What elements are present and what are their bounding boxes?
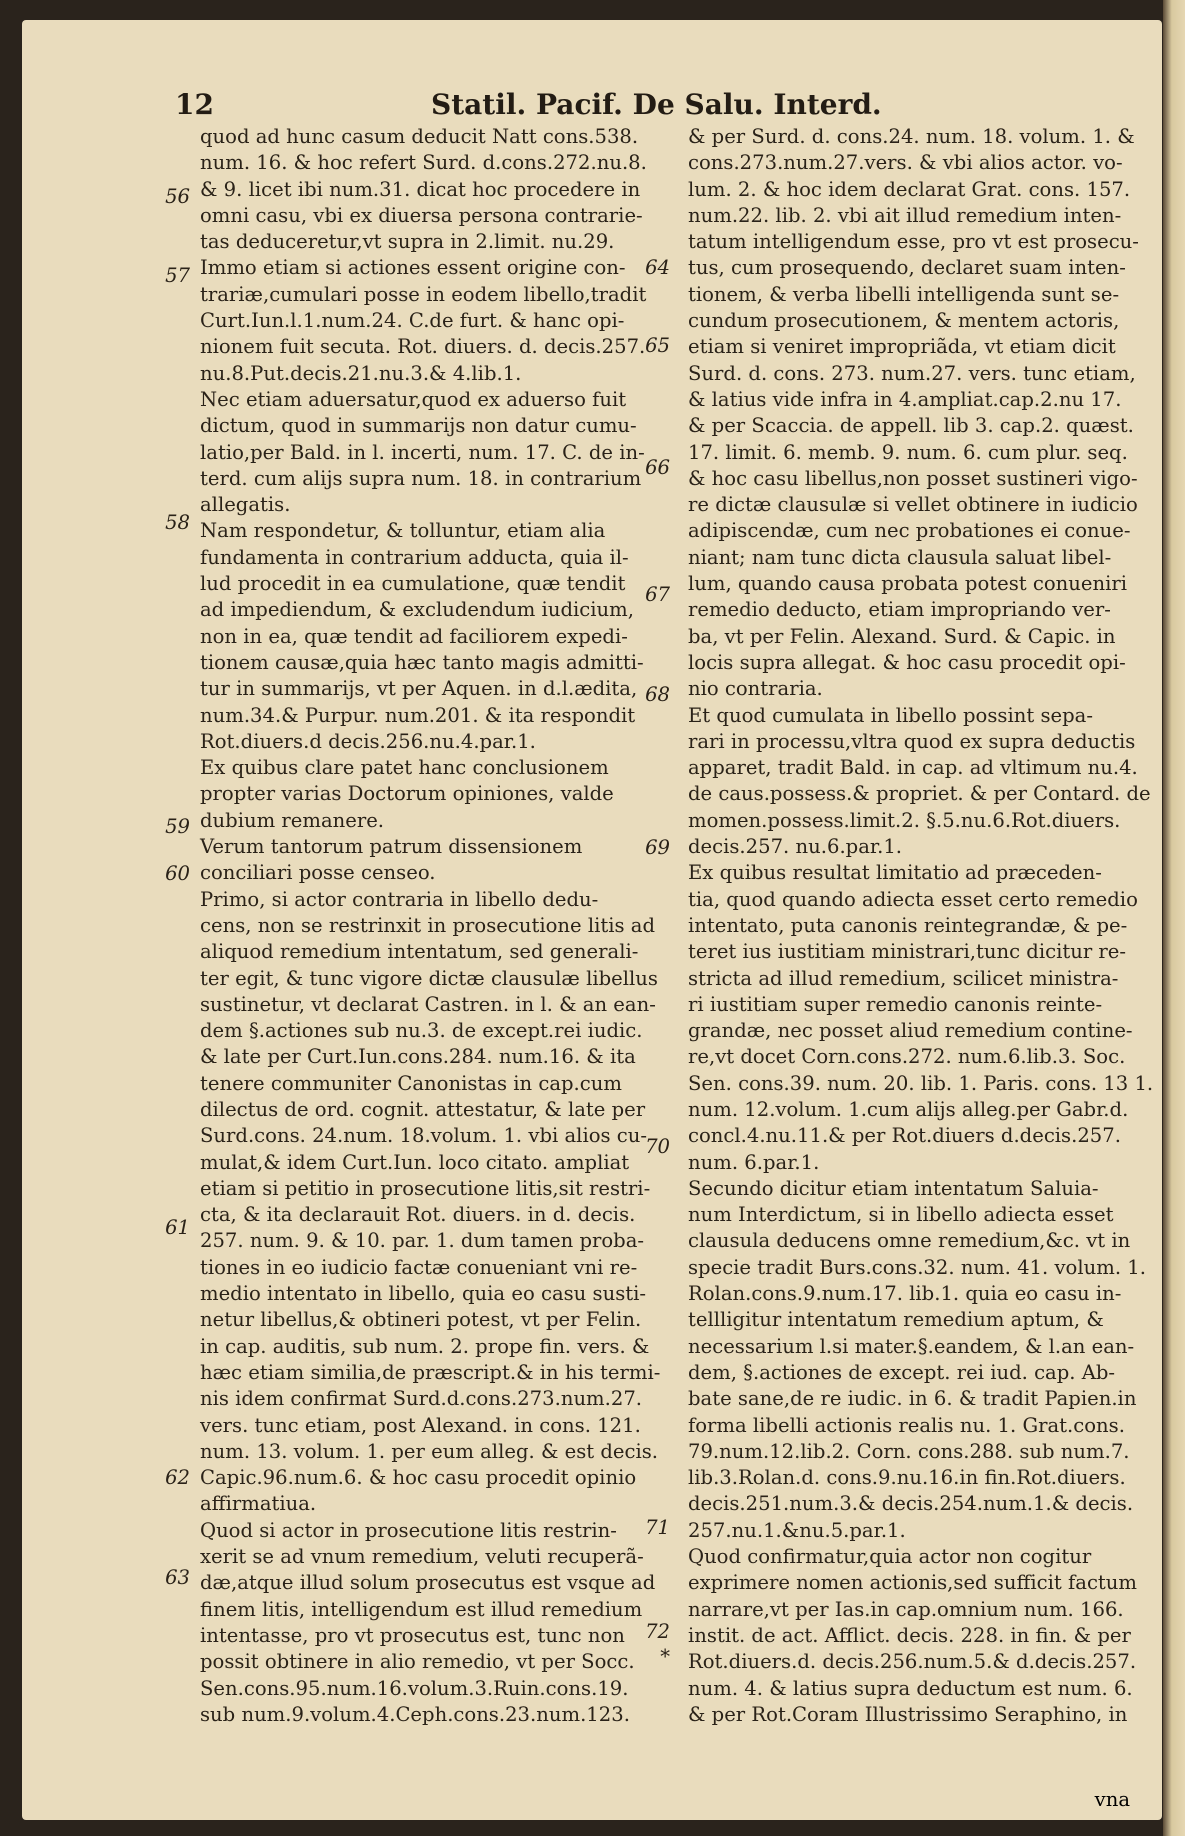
text-line: mulat,& idem Curt.Iun. loco citato. ampliat <box>200 1150 630 1174</box>
text-line: omni casu, vbi ex diuersa persona contrarie- <box>200 203 643 227</box>
catchword: vna <box>1094 1788 1130 1811</box>
text-line: propter varias Doctorum opiniones, valde <box>200 782 614 806</box>
text-line: Sen.cons.95.num.16.volum.3.Ruin.cons.19. <box>200 1676 629 1700</box>
text-line: Quod confirmatur,quia actor non cogitur <box>688 1545 1092 1569</box>
text-line: Rot.diuers.d. decis.256.num.5.& d.decis.257. <box>688 1650 1137 1674</box>
text-line: exprimere nomen actionis,sed sufficit factum <box>688 1571 1137 1595</box>
text-line: num. 4. & latius supra deductum est num. 6. <box>688 1676 1133 1700</box>
margin-number: 61 <box>165 1216 190 1239</box>
text-line: dem, §.actiones de except. rei iud. cap. Ab- <box>688 1360 1116 1384</box>
text-line: Nec etiam aduersatur,quod ex aduerso fuit <box>200 387 627 411</box>
text-line: 257. num. 9. & 10. par. 1. dum tamen proba- <box>200 1229 645 1253</box>
text-line: remedio deducto, etiam impropriando ver- <box>688 598 1111 622</box>
text-line: cons.273.num.27.vers. & vbi alios actor. vo- <box>688 151 1123 175</box>
text-line: num. 6.par.1. <box>688 1150 820 1174</box>
text-line: tenere communiter Canonistas in cap.cum <box>200 1071 622 1095</box>
text-line: cta, & ita declarauit Rot. diuers. in d. decis. <box>200 1203 636 1227</box>
text-line: nionem fuit secuta. Rot. diuers. d. decis.257. <box>200 335 646 359</box>
text-line: lum. 2. & hoc idem declarat Grat. cons. 157. <box>688 177 1131 201</box>
margin-number: 68 <box>645 683 670 706</box>
book-spine <box>1163 0 1185 1836</box>
text-line: vers. tunc etiam, post Alexand. in cons. 121. <box>200 1413 641 1437</box>
text-line: 79.num.12.lib.2. Corn. cons.288. sub num.7. <box>688 1439 1130 1463</box>
text-line: quod ad hunc casum deducit Natt cons.538. <box>200 125 639 148</box>
text-line: lib.3.Rolan.d. cons.9.nu.16.in fin.Rot.diuers. <box>688 1466 1126 1490</box>
text-line: dem §.actiones sub nu.3. de except.rei iudic. <box>200 1019 643 1043</box>
text-line: intentato, puta canonis reintegrandæ, & pe- <box>688 913 1128 937</box>
margin-number: 58 <box>165 511 190 534</box>
margin-number: 60 <box>165 862 190 885</box>
text-line: apparet, tradit Bald. in cap. ad vltimum nu.4. <box>688 756 1138 780</box>
margin-number: 57 <box>165 264 190 287</box>
text-line: medio intentato in libello, quia eo casu susti- <box>200 1282 647 1306</box>
text-line: terd. cum alijs supra num. 18. in contrarium <box>200 466 642 490</box>
text-line: Curt.Iun.l.1.num.24. C.de furt. & hanc opi- <box>200 309 625 333</box>
text-line: re,vt docet Corn.cons.272. num.6.lib.3. Soc. <box>688 1045 1126 1069</box>
text-line: ter egit, & tunc vigore dictæ clausulæ libellus <box>200 966 658 990</box>
text-line: & per Rot.Coram Illustrissimo Seraphino, in <box>688 1702 1128 1726</box>
text-line: fundamenta in contrarium adducta, quia il- <box>200 545 629 569</box>
text-line: nu.8.Put.decis.21.nu.3.& 4.lib.1. <box>200 361 522 385</box>
text-line: clausula deducens omne remedium,&c. vt in <box>688 1229 1131 1253</box>
text-line: conciliari posse censeo. <box>200 861 436 885</box>
text-line: tur in summarijs, vt per Aquen. in d.l.ædita, <box>200 677 638 701</box>
text-line: Ex quibus resultat limitatio ad præceden- <box>688 861 1102 885</box>
text-line: forma libelli actionis realis nu. 1. Grat.cons. <box>688 1413 1125 1437</box>
text-line: possit obtinere in alio remedio, vt per Socc. <box>200 1650 635 1674</box>
text-line: & latius vide infra in 4.ampliat.cap.2.nu 17. <box>688 387 1122 411</box>
text-line: adipiscendæ, cum nec probationes ei conue- <box>688 519 1131 543</box>
margin-number: 64 <box>645 256 670 279</box>
text-line: cens, non se restrinxit in prosecutione litis ad <box>200 913 656 937</box>
margin-number: 71 <box>645 1516 670 1539</box>
text-line: hæc etiam similia,de præscript.& in his termi- <box>200 1360 661 1384</box>
text-line: dictum, quod in summarijs non datur cumu- <box>200 414 637 438</box>
margin-number: 63 <box>165 1566 190 1589</box>
text-line: & 9. licet ibi num.31. dicat hoc procedere in <box>200 177 641 201</box>
page-header <box>175 88 1135 128</box>
text-line: latio,per Bald. in l. incerti, num. 17. C. de in- <box>200 440 645 464</box>
text-line: 17. limit. 6. memb. 9. num. 6. cum plur. seq. <box>688 440 1128 464</box>
text-line: de caus.possess.& propriet. & per Contard. de <box>688 782 1151 806</box>
text-line: nis idem confirmat Surd.d.cons.273.num.27. <box>200 1387 643 1411</box>
text-line: aliquod remedium intentatum, sed generali- <box>200 940 639 964</box>
margin-number: * <box>660 1645 670 1668</box>
page-number: 12 <box>175 88 214 121</box>
text-line: num. 16. & hoc refert Surd. d.cons.272.nu.8. <box>200 151 647 175</box>
text-line: num Interdictum, si in libello adiecta esset <box>688 1203 1114 1227</box>
text-line: nio contraria. <box>688 677 823 701</box>
text-line: num.34.& Purpur. num.201. & ita respondit <box>200 703 636 727</box>
text-line: bate sane,de re iudic. in 6. & tradit Papien.in <box>688 1387 1137 1411</box>
text-line: tionem causæ,quia hæc tanto magis admitti- <box>200 650 644 674</box>
text-line: concl.4.nu.11.& per Rot.diuers d.decis.257. <box>688 1124 1121 1148</box>
margin-number: 70 <box>645 1135 670 1158</box>
text-line: Nam respondetur, & tolluntur, etiam alia <box>200 519 606 543</box>
margin-number: 59 <box>165 815 190 838</box>
text-line: re dictæ clausulæ si vellet obtinere in iudicio <box>688 493 1138 517</box>
text-line: Ex quibus clare patet hanc conclusionem <box>200 756 609 780</box>
text-line: Verum tantorum patrum dissensionem <box>200 835 583 859</box>
text-line: tiones in eo iudicio factæ conueniant vni re- <box>200 1255 638 1279</box>
text-line: etiam si veniret impropriãda, vt etiam dicit <box>688 335 1116 359</box>
text-line: sub num.9.volum.4.Ceph.cons.23.num.123. <box>200 1702 630 1726</box>
text-line: intentasse, pro vt prosecutus est, tunc non <box>200 1623 625 1647</box>
text-line: Surd. d. cons. 273. num.27. vers. tunc etiam, <box>688 361 1136 385</box>
text-line: trariæ,cumulari posse in eodem libello,tradit <box>200 282 647 306</box>
text-line: Primo, si actor contraria in libello dedu- <box>200 887 599 911</box>
text-line: tatum intelligendum esse, pro vt est prosecu- <box>688 230 1139 254</box>
text-line: sustinetur, vt declarat Castren. in l. & an ean- <box>200 992 656 1016</box>
text-line: Sen. cons.39. num. 20. lib. 1. Paris. cons. 13 1. <box>688 1071 1154 1095</box>
text-line: decis.257. nu.6.par.1. <box>688 835 903 859</box>
text-line: etiam si petitio in prosecutione litis,sit restri- <box>200 1176 651 1200</box>
text-line: ri iustitiam super remedio canonis reinte- <box>688 992 1103 1016</box>
text-line: momen.possess.limit.2. §.5.nu.6.Rot.diuers. <box>688 808 1121 832</box>
text-line: allegatis. <box>200 493 291 517</box>
text-line: & late per Curt.Iun.cons.284. num.16. & ita <box>200 1045 636 1069</box>
margin-number: 62 <box>165 1466 190 1489</box>
text-line: in cap. auditis, sub num. 2. prope fin. vers. & <box>200 1334 650 1358</box>
text-line: decis.251.num.3.& decis.254.num.1.& decis. <box>688 1492 1134 1516</box>
text-line: dæ,atque illud solum prosecutus est vsque ad <box>200 1571 656 1595</box>
text-line: rari in processu,vltra quod ex supra deductis <box>688 729 1136 753</box>
text-line: Rot.diuers.d decis.256.nu.4.par.1. <box>200 729 536 753</box>
margin-number: 67 <box>645 583 670 606</box>
text-line: Secundo dicitur etiam intentatum Saluia- <box>688 1176 1099 1200</box>
text-line: & per Scaccia. de appell. lib 3. cap.2. quæst. <box>688 414 1134 438</box>
text-line: cundum prosecutionem, & mentem actoris, <box>688 309 1120 333</box>
text-line: affirmatiua. <box>200 1492 317 1516</box>
text-line: netur libellus,& obtineri potest, vt per Felin. <box>200 1308 642 1332</box>
text-line: dilectus de ord. cognit. attestatur, & late per <box>200 1097 646 1121</box>
text-line: dubium remanere. <box>200 808 385 832</box>
text-line: ba, vt per Felin. Alexand. Surd. & Capic. in <box>688 624 1116 648</box>
margin-number: 65 <box>645 334 670 357</box>
text-line: tionem, & verba libelli intelligenda sunt se- <box>688 282 1120 306</box>
margin-number: 72 <box>645 1620 670 1643</box>
text-line: xerit se ad vnum remedium, veluti recuperã- <box>200 1545 644 1569</box>
text-line: non in ea, quæ tendit ad faciliorem expedi- <box>200 624 628 648</box>
margin-number: 66 <box>645 456 670 479</box>
text-line: num.22. lib. 2. vbi ait illud remedium inten- <box>688 203 1122 227</box>
text-line: 257.nu.1.&nu.5.par.1. <box>688 1518 906 1542</box>
margin-number: 69 <box>645 836 670 859</box>
text-line: Capic.96.num.6. & hoc casu procedit opinio <box>200 1466 637 1490</box>
text-line: finem litis, intelligendum est illud remedium <box>200 1597 643 1621</box>
text-line: stricta ad illud remedium, scilicet ministra- <box>688 966 1119 990</box>
text-line: num. 12.volum. 1.cum alijs alleg.per Gabr.d. <box>688 1097 1129 1121</box>
text-line: tas deduceretur,vt supra in 2.limit. nu.29. <box>200 230 615 254</box>
text-line: tus, cum prosequendo, declaret suam inten- <box>688 256 1126 280</box>
text-line: Surd.cons. 24.num. 18.volum. 1. vbi alios cu- <box>200 1124 648 1148</box>
text-line: Et quod cumulata in libello possint sepa- <box>688 703 1093 727</box>
text-line: & hoc casu libellus,non posset sustineri vigo- <box>688 466 1138 490</box>
text-line: Immo etiam si actiones essent origine con- <box>200 256 626 280</box>
text-line: tellligitur intentatum remedium aptum, & <box>688 1308 1104 1332</box>
text-line: narrare,vt per Ias.in cap.omnium num. 166. <box>688 1597 1124 1621</box>
right-text-column <box>688 124 1154 1728</box>
text-line: Quod si actor in prosecutione litis restrin- <box>200 1518 617 1542</box>
text-line: & per Surd. d. cons.24. num. 18. volum. 1. & <box>688 125 1135 148</box>
text-line: num. 13. volum. 1. per eum alleg. & est decis. <box>200 1439 659 1463</box>
text-line: grandæ, nec posset aliud remedium contine- <box>688 1019 1133 1043</box>
text-line: locis supra allegat. & hoc casu procedit opi- <box>688 650 1126 674</box>
text-line: lud procedit in ea cumulatione, quæ tendit <box>200 572 626 596</box>
text-line: lum, quando causa probata potest conueniri <box>688 572 1127 596</box>
margin-number: 56 <box>165 185 190 208</box>
text-line: tia, quod quando adiecta esset certo remedio <box>688 887 1138 911</box>
text-line: Rolan.cons.9.num.17. lib.1. quia eo casu in- <box>688 1282 1122 1306</box>
text-line: necessarium l.si mater.§.eandem, & l.an ean- <box>688 1334 1135 1358</box>
text-line: specie tradit Burs.cons.32. num. 41. volum. 1. <box>688 1255 1146 1279</box>
running-head: Statil. Pacif. De Salu. Interd. <box>431 88 882 121</box>
text-line: niant; nam tunc dicta clausula saluat libel- <box>688 545 1112 569</box>
text-line: ad impediendum, & excludendum iudicium, <box>200 598 634 622</box>
text-line: instit. de act. Afflict. decis. 228. in fin. & per <box>688 1623 1131 1647</box>
text-line: teret ius iustitiam ministrari,tunc dicitur re- <box>688 940 1127 964</box>
